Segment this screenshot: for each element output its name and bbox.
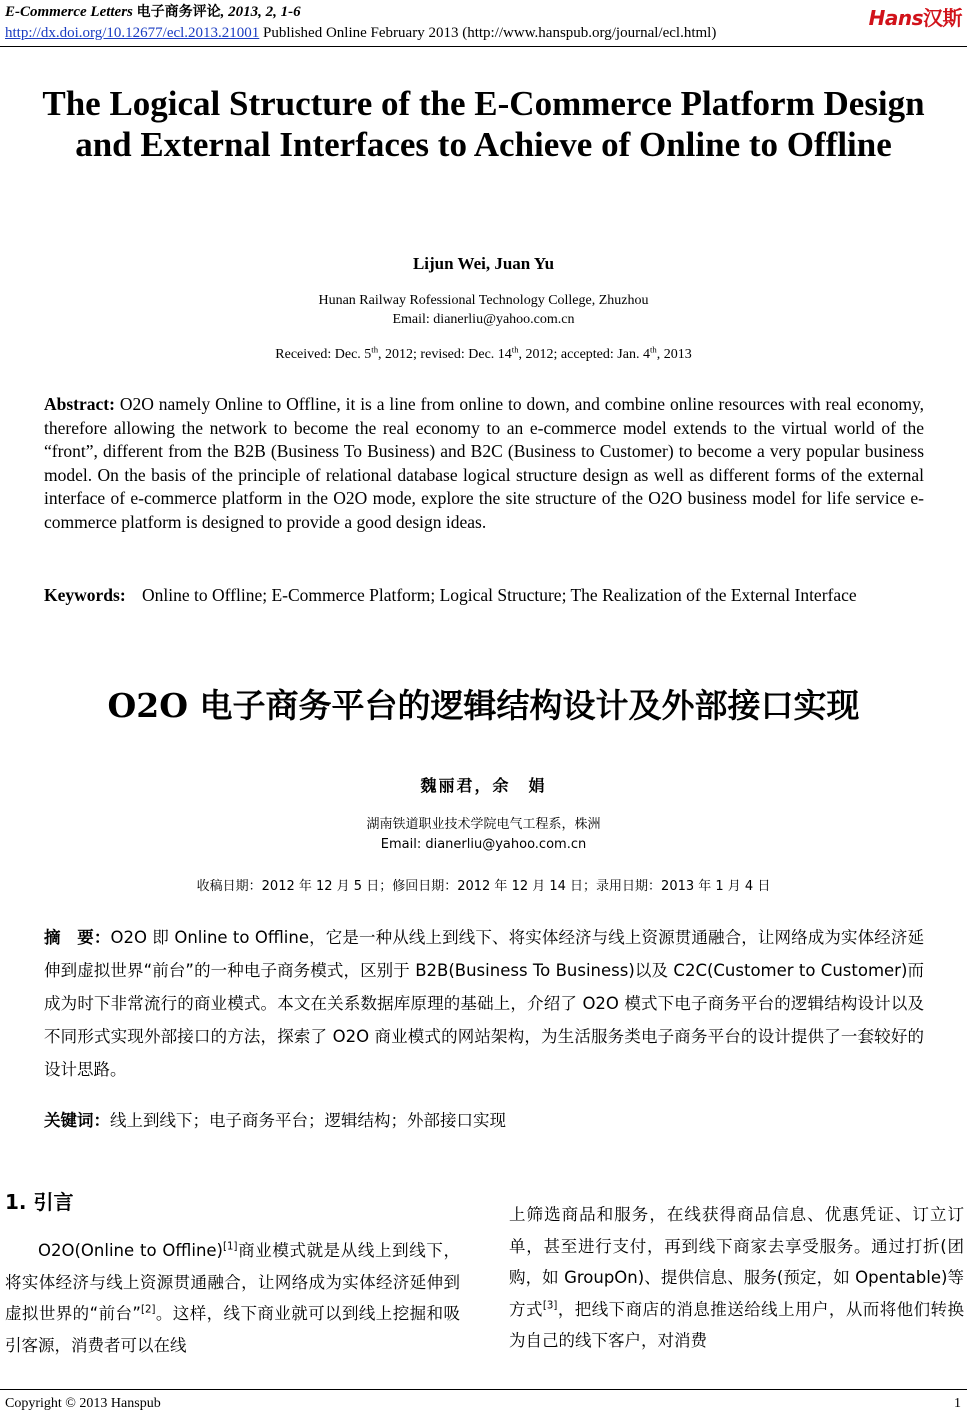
paper-authors-cn: 魏丽君，余 娟	[420, 776, 547, 795]
doi-link[interactable]: http://dx.doi.org/10.12677/ecl.2013.21001	[5, 25, 260, 41]
keywords-text-cn: 线上到线下；电子商务平台；逻辑结构；外部接口实现	[110, 1111, 506, 1130]
author-email-cn: Email: dianerliu@yahoo.com.cn	[380, 837, 587, 852]
publisher-logo: Hans汉斯	[868, 6, 962, 30]
received-dates: Received: Dec. 5th, 2012; revised: Dec. 14th, 2012; accepted: Jan. 4th, 2013	[275, 344, 692, 362]
journal-name: E-Commerce Letters	[5, 4, 133, 20]
citation-info: , 2013, 2, 1-6	[220, 4, 301, 20]
running-header	[5, 2, 962, 44]
publication-line	[5, 22, 962, 44]
affiliation-text-cn: 湖南铁道职业技术学院电气工程系，株洲	[366, 817, 601, 832]
journal-citation	[5, 2, 962, 22]
received-dates-cn: 收稿日期：2012 年 12 月 5 日；修回日期：2012 年 12 月 14 日；录用日期：2013 年 1 月 4 日	[196, 879, 771, 894]
abstract	[44, 393, 924, 534]
paper-title: The Logical Structure of the E-Commerce Platform Design and External Interfaces to Achieve of Online to Offline	[42, 84, 925, 164]
copyright-notice: Copyright © 2013 Hanspub	[5, 1396, 161, 1411]
journal-name-cn: 电子商务评论	[136, 4, 221, 20]
abstract-label: Abstract:	[44, 394, 115, 414]
paper-title-cn: O2O 电子商务平台的逻辑结构设计及外部接口实现	[107, 686, 860, 725]
page-number: 1	[954, 1396, 961, 1411]
abstract-label-cn: 摘 要：	[44, 928, 111, 947]
paper-affiliation-cn	[0, 815, 967, 855]
author-email: Email: dianerliu@yahoo.com.cn	[392, 312, 575, 327]
affiliation-text: Hunan Railway Rofessional Technology College, Zhuzhou	[318, 293, 649, 308]
published-online: Published Online February 2013 (http://www.hanspub.org/journal/ecl.html)	[263, 25, 717, 41]
body-column-right: 上筛选商品和服务，在线获得商品信息、优惠凭证、订立订单，甚至进行支付，再到线下商家去享受服务。通过打折(团购，如 GroupOn)、提供信息、服务(预定，如 Opentable)等方式[3]，把线下商店的消息推送给线上用户，从而将他们转换为自己的线下客户，对消费	[509, 1205, 965, 1350]
keywords-text: Online to Offline; E-Commerce Platform; Logical Structure; The Realization of the External Interface	[142, 585, 857, 605]
keywords-label-cn: 关键词：	[44, 1111, 110, 1130]
keywords	[44, 584, 924, 608]
section-heading: 1. 引言	[5, 1190, 74, 1214]
citation-ref: [2]	[140, 1304, 156, 1316]
abstract-text: O2O namely Online to Offline, it is a line from online to down, and combine online resources with real economy, therefore allowing the network to become the real economy to an e-commerce model extends to the virtual world of the “front”, different from the B2B (Business To Business) and B2C (Business to Customer) to become a very popular business model. On the basis of the principle of relational database logical structure design as well as different forms of the external interface of e-commerce platform in the O2O mode, explore the site structure of the O2O business model for life service e-commerce platform is designed to provide a good design ideas.	[44, 394, 924, 532]
paper-affiliation	[0, 291, 967, 329]
abstract-cn	[44, 921, 924, 1086]
keywords-label: Keywords:	[44, 585, 126, 605]
abstract-text-cn: O2O 即 Online to Offline，它是一种从线上到线下、将实体经济与线上资源贯通融合，让网络成为实体经济延伸到虚拟世界“前台”的一种电子商务模式，区别于 B2B(Business To Business)以及 C2C(Customer to Customer)而成为时下非常流行的商业模式。本文在关系数据库原理的基础上，介绍了 O2O 模式下电子商务平台的逻辑结构设计以及不同形式实现外部接口的方法，探索了 O2O 商业模式的网站架构，为生活服务类电子商务平台的设计提供了一套较好的设计思路。	[44, 928, 925, 1079]
citation-ref: [3]	[542, 1300, 558, 1311]
footer-rule	[0, 1389, 967, 1390]
citation-ref: [1]	[223, 1241, 238, 1253]
paper-authors: Lijun Wei, Juan Yu	[412, 254, 555, 273]
header-rule	[0, 46, 967, 47]
body-column-left: O2O(Online to Offline)[1]商业模式就是从线上到线下，将实体经济与线上资源贯通融合，让网络成为实体经济延伸到虚拟世界的“前台”[2]。这样，线下商业就可以到线上挖掘和吸引客源，消费者可以在线	[5, 1241, 461, 1355]
keywords-cn	[44, 1107, 924, 1135]
